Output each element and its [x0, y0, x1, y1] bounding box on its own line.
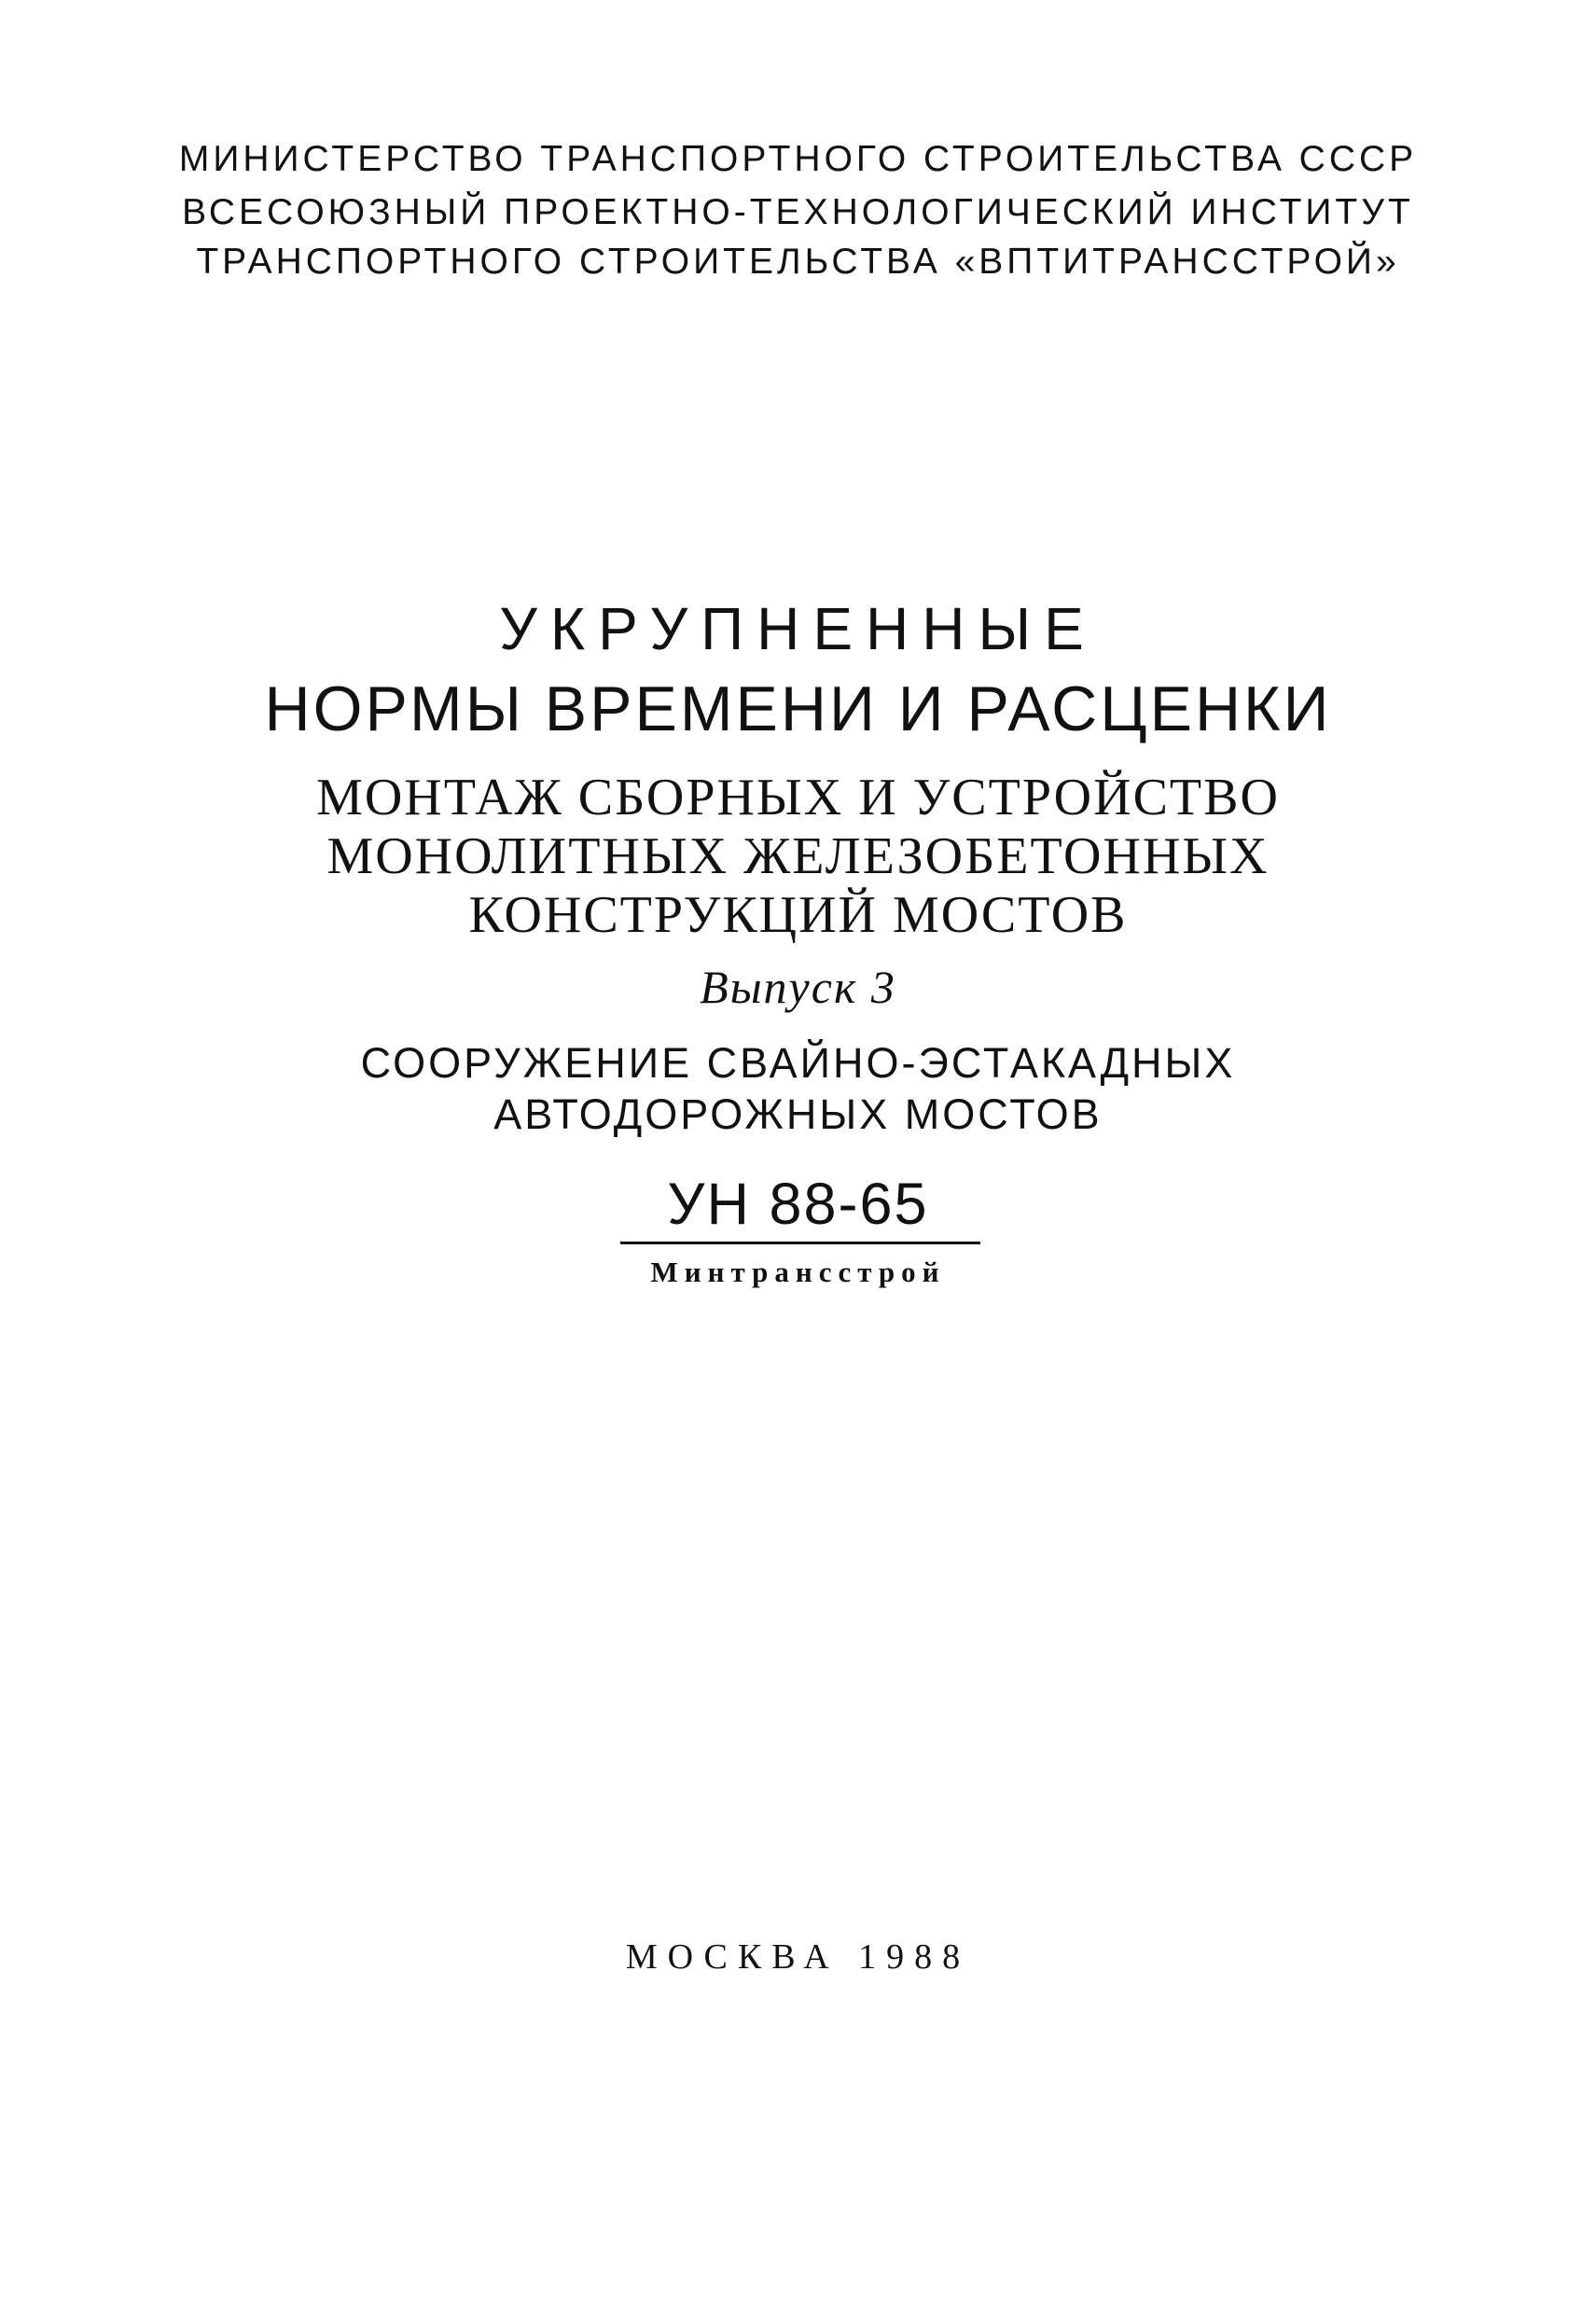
section-title-line-1: СООРУЖЕНИЕ СВАЙНО-ЭСТАКАДНЫХ: [360, 1039, 1236, 1087]
institute-name-line-2: ТРАНСПОРТНОГО СТРОИТЕЛЬСТВА «ВПТИТРАНССТРОЙ»: [196, 242, 1400, 282]
publisher-name: Минтрансстрой: [650, 1256, 946, 1288]
issue-number: Выпуск 3: [700, 961, 896, 1013]
document-title-line-2: НОРМЫ ВРЕМЕНИ И РАСЦЕНКИ: [264, 673, 1332, 744]
imprint-city-year: МОСКВА 1988: [625, 1937, 971, 1977]
section-title-line-2: АВТОДОРОЖНЫХ МОСТОВ: [493, 1090, 1103, 1138]
subject-line-3: КОНСТРУКЦИЙ МОСТОВ: [468, 886, 1128, 944]
document-title-line-1: УКРУПНЕННЫЕ: [499, 595, 1097, 662]
subject-line-1: МОНТАЖ СБОРНЫХ И УСТРОЙСТВО: [316, 769, 1280, 826]
subject-line-2: МОНОЛИТНЫХ ЖЕЛЕЗОБЕТОННЫХ: [326, 827, 1270, 885]
document-code: УН 88-65: [667, 1172, 929, 1237]
ministry-name: МИНИСТЕРСТВО ТРАНСПОРТНОГО СТРОИТЕЛЬСТВА СССР: [178, 139, 1418, 179]
code-underline-divider: [620, 1242, 980, 1244]
institute-name-line-1: ВСЕСОЮЗНЫЙ ПРОЕКТНО-ТЕХНОЛОГИЧЕСКИЙ ИНСТИТУТ: [182, 192, 1414, 232]
